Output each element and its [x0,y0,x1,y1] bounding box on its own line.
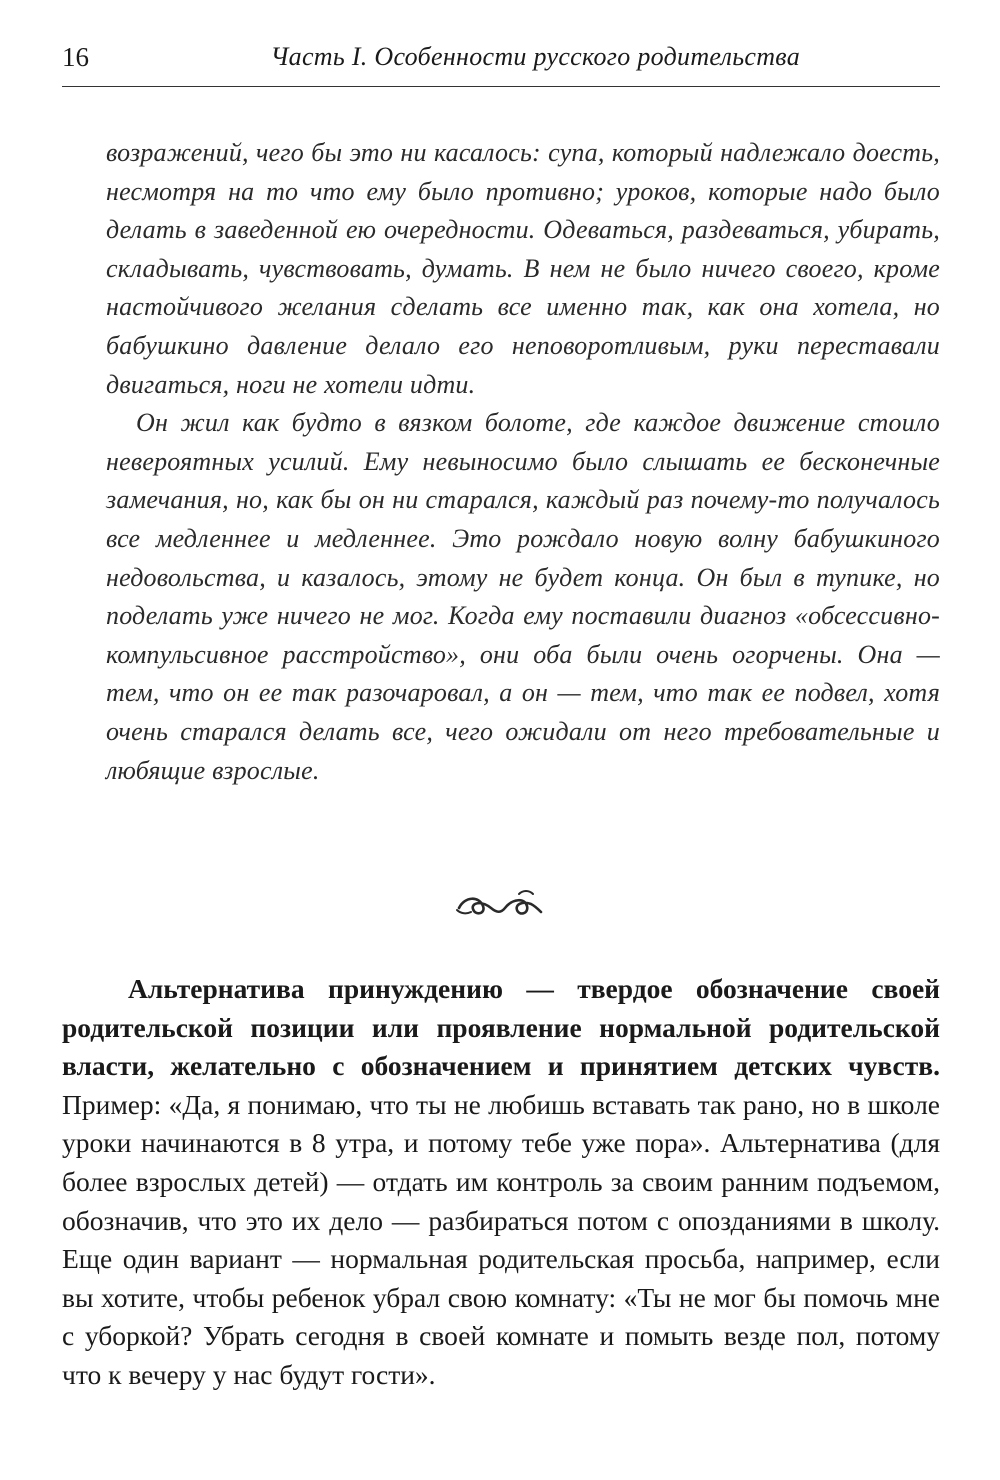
italic-paragraph-1: возражений, чего бы это ни касалось: супа, который надлежало доесть, несмотря на то что ему было противно; уроков, которые надо было делать в заведенной ею очередности. Одеваться, раздеваться, убирать, складывать, чувствовать, думать. В нем не было ничего своего, кроме настойчивого желания сделать все именно так, как она хотела, но бабушкино давление делало его неповоротливым, руки переставали двигаться, ноги не хотели идти. [106,138,940,399]
decorative-flourish-icon [453,886,545,926]
italic-narrative [106,134,940,790]
page-number: 16 [62,42,89,72]
paragraph-body: Пример: «Да, я понимаю, что ты не любишь вставать так рано, но в школе уроки начинаются в 8 утра, и потому тебе уже пора». Альтернатива (для более взрослых детей) — отдать им контроль за своим ранним подъемом, обозначив, что это их дело — разбираться потом с опозданиями в школу. Еще один вариант — нормальная родительская просьба, например, если вы хотите, чтобы ребенок убрал свою комнату: «Ты не мог бы помочь мне с уборкой? Убрать сегодня в своей комнате и помыть везде пол, потому что к вечеру у нас будут гости». [62,1088,940,1390]
book-page [62,0,940,1390]
main-text [62,970,940,1395]
bold-lead-sentence: Альтернатива принуждению — твердое обозначение своей родительской позиции или проявление нормальной родительской власти, желательно с обозначением и принятием детских чувств. [62,973,940,1082]
page-header [62,0,940,87]
italic-paragraph-2: Он жил как будто в вязком болоте, где каждое движение стоило невероятных усилий. Ему невыносимо было слышать ее бесконечные замечания, но, как бы он ни старался, каждый раз почему-то получалось все медленнее и медленнее. Это рождало новую волну бабушкиного недовольства, и казалось, этому не будет конца. Он был в тупике, но поделать уже ничего не мог. Когда ему поставили диагноз «обсессивно-компульсивное расстройство», они оба были очень огорчены. Она — тем, что он ее так разочаровал, а он — тем, что так ее подвел, хотя очень старался делать все, чего ожидали от него требовательные и любящие взрослые. [106,408,940,785]
running-head: Часть I. Особенности русского родительства [270,42,800,71]
main-paragraph [62,970,940,1395]
